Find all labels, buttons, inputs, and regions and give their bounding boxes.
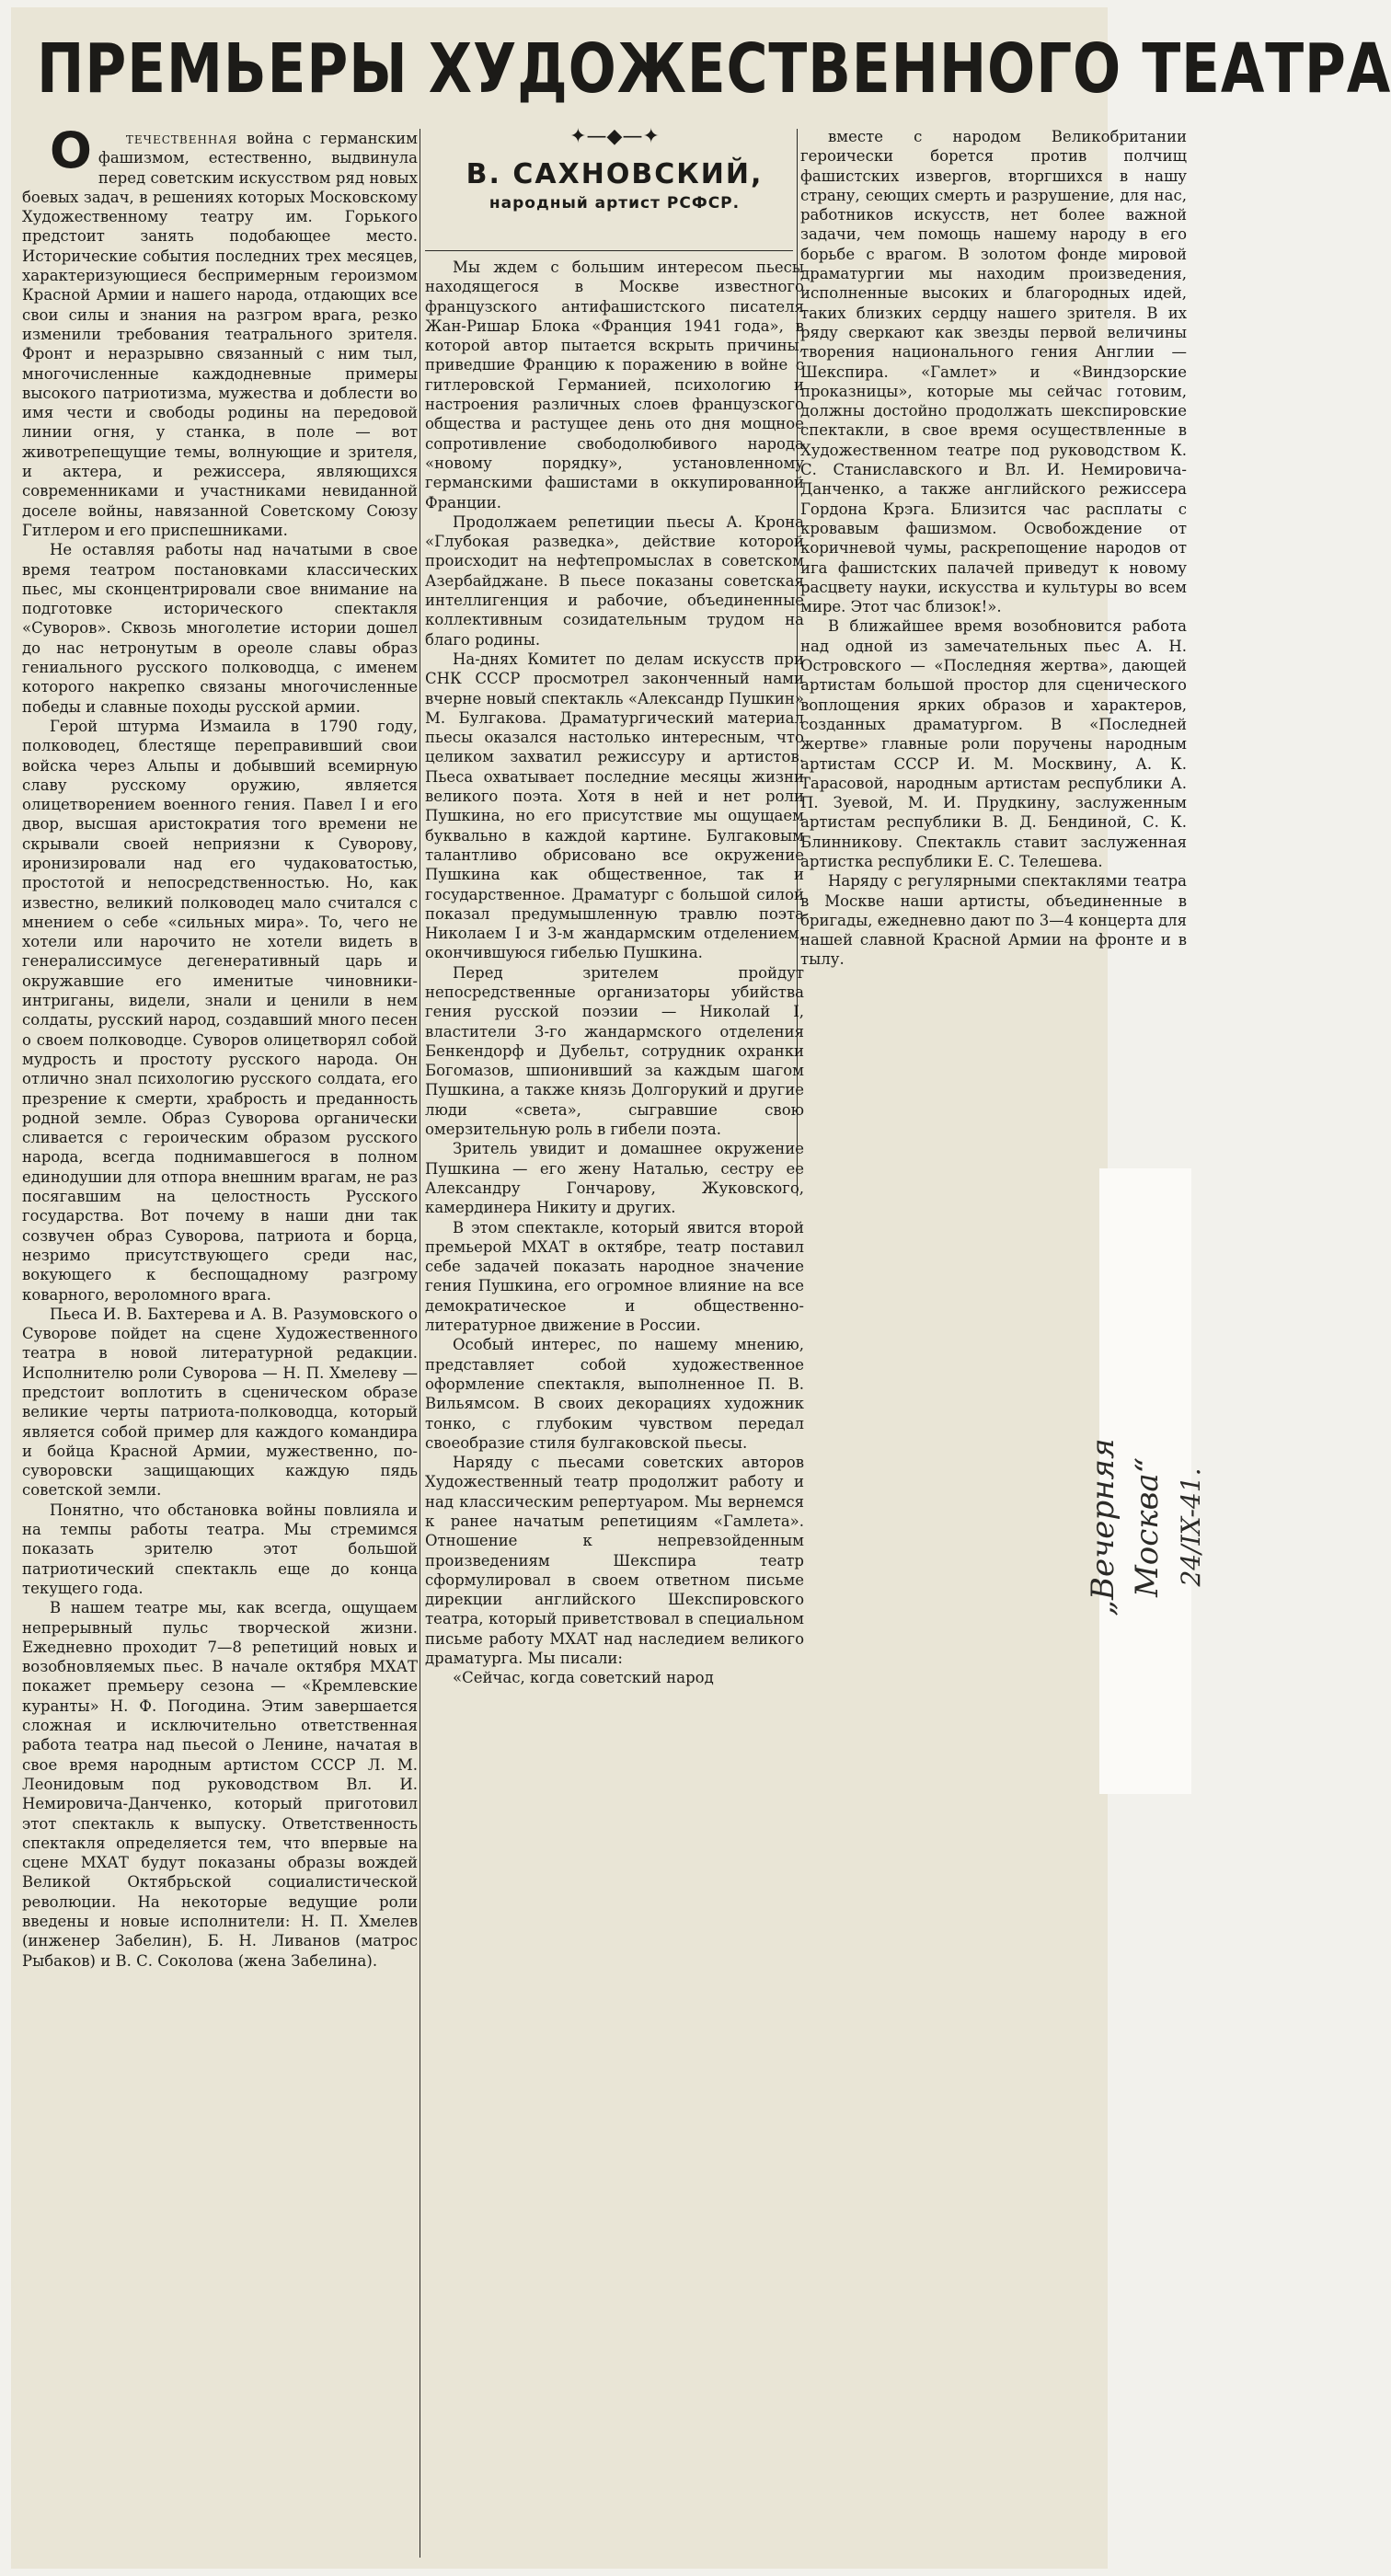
lead-word: Отечественная <box>50 121 238 179</box>
paragraph: Наряду с регулярными спектаклями театра в Москве наши артисты, объединенные в бригады, ежедневно дают по 3—4 концерта для нашей славной Красной Армии на фронте и в тылу. <box>800 872 1187 969</box>
paragraph: Понятно, что обстановка войны повлияла и на темпы работы театра. Мы стремимся показать зрителю этот большой патриотический спектакль еще до конца текущего года. <box>22 1501 418 1597</box>
paragraph: Особый интерес, по нашему мнению, представляет собой художественное оформление спектакля, выполненное П. В. Вильямсом. В своих декорациях художник тонко, с глубоким чувством передал своеобразие стиля булгаковской пьесы. <box>425 1336 804 1452</box>
paragraph: «Сейчас, когда советский народ <box>453 1669 714 1687</box>
paragraph: Мы ждем с большим интересом пьесы находящегося в Москве известного французского антифашистского писателя Жан-Ришар Блока «Франция 1941 года», в которой автор пытается вскрыть причины, приведшие Францию к поражению в войне с гитлеровской Германией, психологию и настроения различных слоев французского общества и растущее день ото дня мощное сопротивление свободолюбивого народа «новому порядку», установленному германскими фашистами в оккупированной Франции. <box>425 259 804 512</box>
paragraph: На-днях Комитет по делам искусств при СНК СССР просмотрел законченный нами вчерне новый спектакль «Александр Пушкин» М. Булгакова. Драматургический материал пьесы оказался настолько интересным, что целиком захватил режиссуру и артистов. Пьеса охватывает последние месяцы жизни великого поэта. Хотя в ней и нет роли Пушкина, но его присутствие мы ощущаем буквально в каждой картине. Булгаковым талантливо обрисовано все окружение Пушкина как общественное, так и государственное. Драматург с большой силой показал предумышленную травлю поэта Николаем I и 3-м жандармским отделением, окончившуюся гибелью Пушкина. <box>425 650 804 962</box>
ornament-top: ✦—◆—✦ <box>569 125 660 148</box>
paragraph: В ближайшее время возобновится работа над одной из замечательных пьес А. Н. Островского — «Последняя жертва», дающей артистам большой простор для сценического воплощения ярких образов и характеров, созданных драматургом. В «Последней жертве» главные роли поручены народным артистам СССР И. М. Москвину, А. К. Тарасовой, народным артистам республики А. П. Зуевой, М. И. Прудкину, заслуженным артистам республики В. Д. Бендиной, С. К. Блинникову. Спектакль ставит заслуженная артистка республики Е. С. Телешева. <box>800 617 1187 870</box>
handwritten-note <box>1081 1375 1206 1679</box>
source-note: „Вечерняя Москва“ <box>1085 1438 1166 1616</box>
paragraph: Зритель увидит и домашнее окружение Пушкина — его жену Наталью, сестру ее Александру Гончарову, Жуковского, камердинера Никиту и других. <box>425 1140 804 1217</box>
paragraph: В этом спектакле, который явится второй премьерой МХАТ в октябре, театр поставил себе задачей показать народное значение гения Пушкина, его огромное влияние на все демократическое и общественно-литературное движение в России. <box>425 1218 804 1335</box>
paragraph: Герой штурма Измаила в 1790 году, полководец, блестяще переправивший свои войска через Альпы и добывший всемирную славу русскому оружию, является олицетворением военного гения. Павел I и его двор, высшая аристократия того времени не скрывали своей неприязни к Суворову, иронизировали над его чудаковатостью, простотой и непосредственностью. Но, как известно, великий полководец мало считался с мнением о себе «сильных мира». То, чего не хотели или нарочито не хотели видеть в генералиссимусе дегенеративный царь и окружавшие его именитые чиновники-интриганы, видели, знали и ценили в нем солдаты, русский народ, создавший много песен о своем полководце. Суворов олицетворял собой мудрость и простоту русского народа. Он отлично знал психологию русского солдата, его презрение к смерти, храбрость и преданность родной земле. Образ Суворова органически сливается с героическим образом русского народа, всегда поднимавшегося в полном единодушии для отпора внешним врагам, не раз посягавшим на целостность Русского государства. Вот почему в наши дни так созвучен образ Суворова, патриота и борца, незримо присутствующего среди нас, вокующего к беспощадному разгрому коварного, вероломного врага. <box>22 717 418 1304</box>
paragraph: Продолжаем репетиции пьесы А. Крона «Глубокая разведка», действие которой происходит на нефтепромыслах в советском Азербайджане. В пьесе показаны советская интеллигенция и рабочие, объединенные коллективным созидательным трудом на благо родины. <box>425 512 804 649</box>
article-column-2 <box>425 258 804 2098</box>
article-column-1 <box>22 121 418 2558</box>
date-note: 24/IX-41. <box>1176 1467 1206 1587</box>
paragraph: Наряду с пьесами советских авторов Художественный театр продолжит работу и над классическим репертуаром. Мы вернемся к ранее начатым репетициям «Гамлета». Отношение к непревзойденным произведениям Шекспира театр сформулировал в своем ответном письме дирекции английского Шекспировского театра, который приветствовал в специальном письме работу МХАТ над наследием великого драматурга. Мы писали: <box>425 1454 804 1668</box>
byline <box>425 124 804 253</box>
author-name: В. САХНОВСКИЙ, <box>466 158 764 190</box>
paragraph: В нашем театре мы, как всегда, ощущаем непрерывный пульс творческой жизни. Ежедневно проходит 7—8 репетиций новых и возобновляемых пьес. В начале октября МХАТ покажет премьеру сезона — «Кремлевские куранты» Н. Ф. Погодина. Этим завершается сложная и исключительно ответственная работа театра над пьесой о Ленине, начатая в свое время народным артистом СССР Л. М. Леонидовым под руководством Вл. И. Немировича-Данченко, который приготовил этот спектакль к выпуску. Ответственность спектакля определяется тем, что впервые на сцене МХАТ будут показаны образы вождей Великой Октябрьской социалистической революции. На некоторые ведущие роли введены и новые исполнители: Н. П. Хмелев (инженер Забелин), Б. Н. Ливанов (матрос Рыбаков) и В. С. Соколова (жена Забелина). <box>22 1599 418 1970</box>
headline: ПРЕМЬЕРЫ ХУДОЖЕСТВЕННОГО ТЕАТРА <box>37 29 1391 109</box>
paragraph: Перед зрителем пройдут непосредственные организаторы убийства гения русской поэзии — Николай I, властители 3-го жандармского отделения Бенкендорф и Дубельт, сотрудник охранки Богомазов, шпионивший за каждым шагом Пушкина, а также князь Долгорукий и другие люди «света», сыгравшие свою омерзительную роль в гибели поэта. <box>425 963 804 1139</box>
paragraph: Не оставляя работы над начатыми в свое время театром постановками классических пьес, мы сконцентрировали свое внимание на подготовке исторического спектакля «Суворов». Сквозь многолетие истории дошел до нас нетронутым в ореоле славы образ гениального русского полководца, с именем которого накрепко связаны многочисленные победы и славные походы русской армии. <box>22 541 418 716</box>
paragraph: вместе с народом Великобритании героически борется против полчищ фашистских извергов, вторгшихся в нашу страну, сеющих смерть и разрушение, для нас, работников искусств, нет более важной задачи, чем помощь нашему народу в его борьбе с врагом. В золотом фонде мировой драматургии мы находим произведения, исполненные высоких и благородных идей, таких близких сердцу нашего зрителя. В их ряду сверкают как звезды первой величины творения национального гения Англии — Шекспира. «Гамлет» и «Виндзорские проказницы», которые мы сейчас готовим, должны достойно продолжать шекспировские спектакли, в свое время осуществленные в Художественном театре под руководством К. С. Станиславского и Вл. И. Немировича-Данченко, а также английского режиссера Гордона Крэга. Близится час расплаты с кровавым фашизмом. Освобождение от коричневой чумы, раскрепощение народов от ига фашистских палачей приведут к новому расцвету науки, искусства и культуры во всем мире. Этот час близок!». <box>800 128 1187 616</box>
paragraph: Пьеса И. В. Бахтерева и А. В. Разумовского о Суворове пойдет на сцене Художественного театра в новой литературной редакции. Исполнителю роли Суворова — Н. П. Хмелеву — предстоит воплотить в сценическом образе великие черты патриота-полководца, который является собой пример для каждого командира и бойца Красной Армии, мужественно, по-суворовски защищающих каждую пядь советской земли. <box>22 1305 418 1500</box>
article-column-3 <box>800 127 1187 1194</box>
author-title: народный артист РСФСР. <box>489 194 741 213</box>
paragraph: Отечественная война с германским фашизмом, естественно, выдвинула перед советским искусством ряд новых боевых задач, в решениях которых Московскому Художественному театру им. Горького предстоит занять подобающее место. Исторические события последних трех месяцев, характеризующиеся беспримерным героизмом Красной Армии и нашего народа, отдающих все свои силы и знания на разгром врага, резко изменили требования театрального зрителя. Фронт и неразрывно связанный с ним тыл, многочисленные каждодневные примеры высокого патриотизма, мужества и доблести во имя чести и свободы родины на передовой линии огня, у станка, в поле — вот животрепещущие темы, волнующие и зрителя, и актера, и режиссера, являющихся современниками и участниками невиданной доселе войны, навязанной Советскому Союзу Гитлером и его приспешниками. <box>22 121 418 539</box>
